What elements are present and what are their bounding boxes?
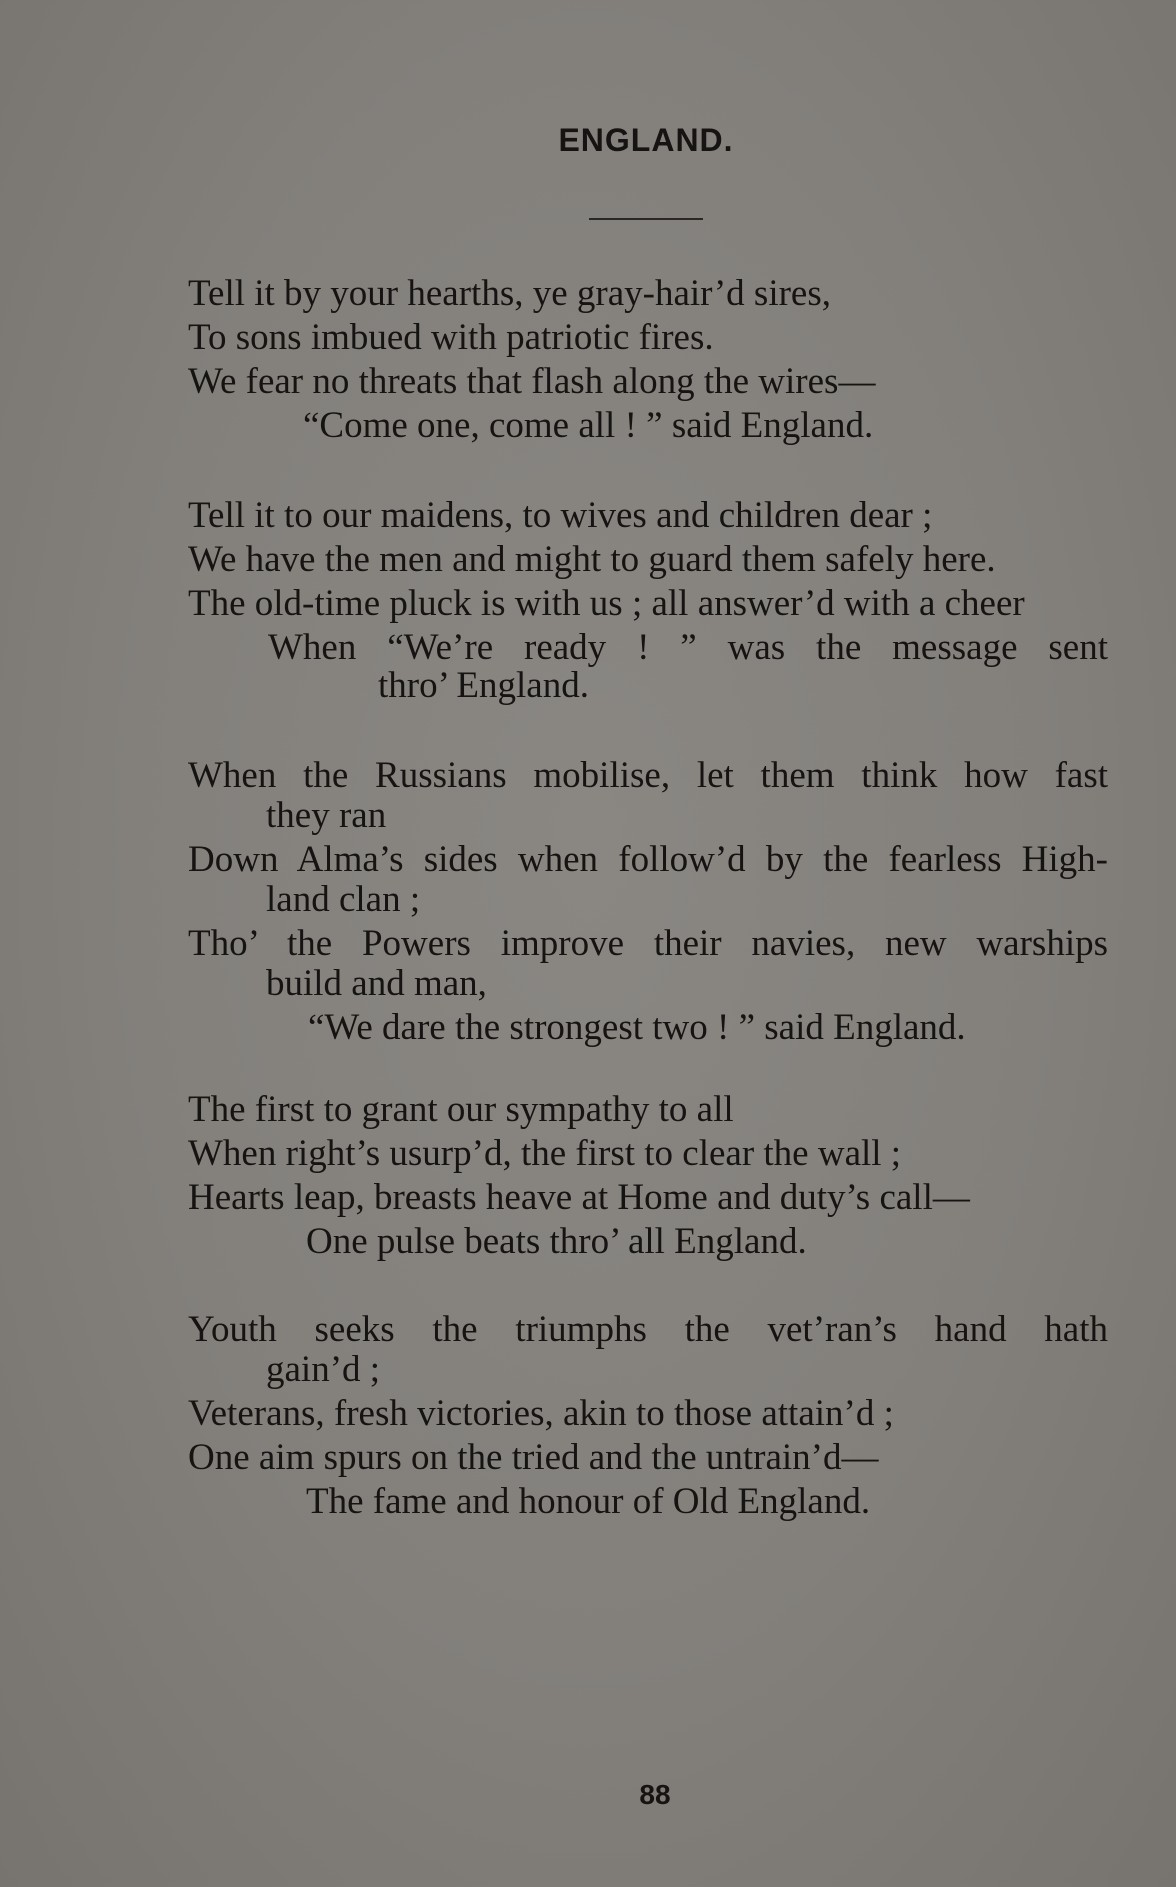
verse-line: Tell it by your hearths, ye gray-hair’d sires, (188, 273, 832, 314)
refrain-line: When “We’re ready ! ” was the message sent (268, 627, 1108, 668)
stanza-1 (188, 272, 1108, 448)
poem-title: ENGLAND. (558, 122, 734, 158)
stanza-2 (188, 494, 1108, 708)
stanza-5 (188, 1308, 1108, 1524)
refrain-continuation: thro’ England. (378, 665, 589, 706)
refrain-line: “Come one, come all ! ” said England. (303, 405, 874, 446)
verse-line: The first to grant our sympathy to all (188, 1089, 734, 1130)
verse-line: We have the men and might to guard them safely here. (188, 539, 996, 580)
refrain-line: “We dare the strongest two ! ” said England. (308, 1007, 966, 1048)
verse-line: When right’s usurp’d, the first to clear the wall ; (188, 1133, 902, 1174)
refrain-line: The fame and honour of Old England. (306, 1481, 871, 1522)
verse-line: Veterans, fresh victories, akin to those attain’d ; (188, 1393, 894, 1434)
verse-line: To sons imbued with patriotic fires. (188, 317, 714, 358)
verse-line: Down Alma’s sides when follow’d by the fearless High- (188, 839, 1108, 880)
verse-line: Youth seeks the triumphs the vet’ran’s hand hath (188, 1309, 1108, 1350)
refrain-line: One pulse beats thro’ all England. (306, 1221, 807, 1262)
verse-line: We fear no threats that flash along the wires— (188, 361, 876, 402)
verse-continuation: land clan ; (266, 879, 421, 920)
verse-line: Tho’ the Powers improve their navies, new warships (188, 923, 1108, 964)
verse-line: The old-time pluck is with us ; all answer’d with a cheer (188, 583, 1025, 624)
verse-line: Hearts leap, breasts heave at Home and duty’s call— (188, 1177, 970, 1218)
stanza-4 (188, 1088, 1108, 1264)
verse-line: One aim spurs on the tried and the untrain’d— (188, 1437, 879, 1478)
page-number: 88 (639, 1779, 671, 1810)
verse-continuation: build and man, (266, 963, 487, 1004)
verse-line: When the Russians mobilise, let them think how fast (188, 755, 1108, 796)
stanza-3 (188, 754, 1108, 1050)
verse-continuation: they ran (266, 795, 387, 836)
title-rule (589, 218, 703, 220)
verse-line: Tell it to our maidens, to wives and children dear ; (188, 495, 933, 536)
verse-continuation: gain’d ; (266, 1349, 381, 1390)
